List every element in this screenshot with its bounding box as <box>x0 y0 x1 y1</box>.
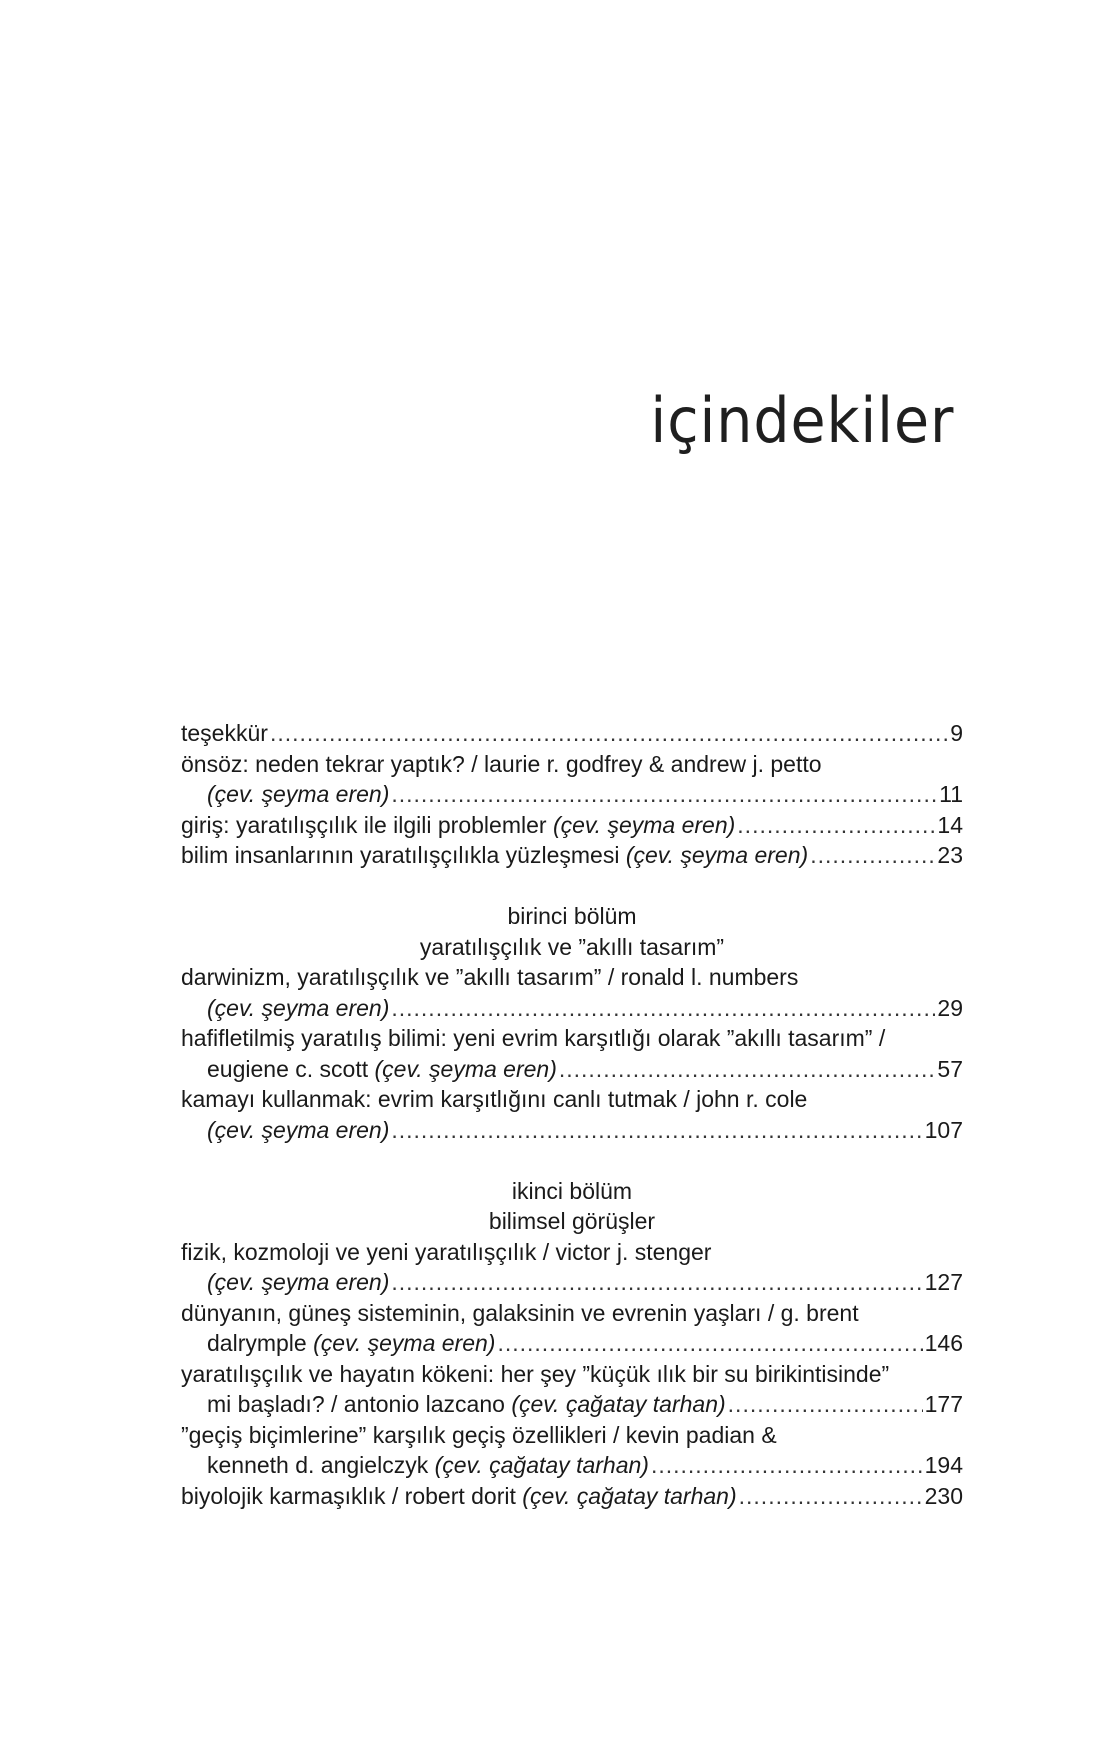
dot-leader <box>559 1054 936 1085</box>
toc-entry-continuation[interactable] <box>181 1267 963 1298</box>
entry-title <box>207 1328 495 1359</box>
part-number: birinci bölüm <box>507 903 637 929</box>
dot-leader <box>391 779 937 810</box>
entry-title <box>207 1450 649 1481</box>
toc-entry-continuation[interactable] <box>181 1450 963 1481</box>
page-number: 146 <box>924 1330 963 1356</box>
page-number: 107 <box>924 1116 963 1143</box>
translator-credit: (çev. çağatay tarhan) <box>522 1482 737 1509</box>
toc-entry[interactable] <box>181 749 963 780</box>
dot-leader <box>270 718 948 749</box>
toc-entry[interactable] <box>181 1298 963 1329</box>
entry-title-text: bilim insanlarının yaratılışçılıkla yüzleşmesi <box>181 842 626 868</box>
toc-entry[interactable] <box>181 1237 963 1268</box>
entry-title: yaratılışçılık ve hayatın kökeni: her şey ”küçük ılık bir su birikintisinde” <box>181 1360 890 1387</box>
toc-entry-continuation[interactable] <box>181 779 963 810</box>
page-number: 11 <box>939 781 963 807</box>
entry-title-text: dalrymple <box>207 1330 314 1356</box>
toc-entry[interactable] <box>181 1084 963 1115</box>
part-title: bilimsel görüşler <box>488 1208 656 1234</box>
toc-entry[interactable] <box>181 1359 963 1390</box>
toc-entry-continuation[interactable] <box>181 1115 963 1146</box>
dot-leader <box>810 840 935 871</box>
entry-title: hafifletilmiş yaratılış bilimi: yeni evrim karşıtlığı olarak ”akıllı tasarım” / <box>181 1025 886 1051</box>
page-number: 9 <box>950 720 963 746</box>
dot-leader <box>739 1481 923 1512</box>
translator-credit: (çev. şeyma eren) <box>207 1269 390 1295</box>
translator-credit: (çev. şeyma eren) <box>374 1055 557 1082</box>
entry-title-text: eugiene c. scott <box>207 1055 375 1082</box>
entry-title <box>207 1389 726 1420</box>
toc-entry[interactable] <box>181 1420 963 1451</box>
translator-credit: (çev. şeyma eren) <box>625 842 809 868</box>
page-title: içindekiler <box>650 384 954 457</box>
toc-entry[interactable] <box>181 718 963 749</box>
entry-title-text: giriş: yaratılışçılık ile ilgili problemler <box>181 811 553 838</box>
dot-leader <box>391 1267 922 1298</box>
entry-title <box>207 1054 557 1085</box>
page-number: 127 <box>924 1269 963 1295</box>
translator-credit: (çev. şeyma eren) <box>207 1116 390 1143</box>
entry-title: fizik, kozmoloji ve yeni yaratılışçılık / victor j. stenger <box>181 1238 712 1265</box>
entry-title <box>181 810 735 841</box>
table-of-contents <box>181 718 963 1511</box>
dot-leader <box>391 993 935 1024</box>
translator-credit: (çev. çağatay tarhan) <box>511 1391 726 1417</box>
entry-title-text: mi başladı? / antonio lazcano <box>207 1391 512 1417</box>
entry-title: kamayı kullanmak: evrim karşıtlığını canlı tutmak / john r. cole <box>181 1086 808 1112</box>
part-number: ikinci bölüm <box>511 1177 633 1204</box>
translator-credit: (çev. şeyma eren) <box>552 811 736 838</box>
page-number: 23 <box>937 842 963 868</box>
toc-entry-continuation[interactable] <box>181 1389 963 1420</box>
toc-entry-continuation[interactable] <box>181 993 963 1024</box>
page-number: 14 <box>937 811 963 838</box>
part-title: yaratılışçılık ve ”akıllı tasarım” <box>419 933 725 960</box>
translator-credit: (çev. çağatay tarhan) <box>434 1452 649 1478</box>
page-number: 194 <box>924 1452 963 1478</box>
translator-credit: (çev. şeyma eren) <box>207 994 390 1021</box>
entry-title <box>181 1481 737 1512</box>
page-number: 57 <box>937 1055 963 1082</box>
section-gap <box>181 871 963 902</box>
toc-entry[interactable] <box>181 962 963 993</box>
translator-credit: (çev. şeyma eren) <box>313 1330 496 1356</box>
entry-title-text: biyolojik karmaşıklık / robert dorit <box>181 1482 523 1509</box>
section-gap <box>181 1145 963 1176</box>
translator-credit: (çev. şeyma eren) <box>207 781 390 807</box>
toc-entry[interactable] <box>181 1481 963 1512</box>
toc-entry[interactable] <box>181 840 963 871</box>
toc-entry-continuation[interactable] <box>181 1054 963 1085</box>
entry-title <box>181 840 808 871</box>
entry-title-text: kenneth d. angielczyk <box>207 1452 435 1478</box>
dot-leader <box>651 1450 923 1481</box>
dot-leader <box>497 1328 922 1359</box>
toc-entry[interactable] <box>181 1023 963 1054</box>
page-number: 29 <box>937 994 963 1021</box>
dot-leader <box>737 810 935 841</box>
toc-entry[interactable] <box>181 810 963 841</box>
entry-title: ”geçiş biçimlerine” karşılık geçiş özellikleri / kevin padian & <box>181 1421 777 1448</box>
page-number: 230 <box>924 1482 963 1509</box>
page-number: 177 <box>924 1391 963 1417</box>
entry-title: dünyanın, güneş sisteminin, galaksinin ve evrenin yaşları / g. brent <box>181 1299 859 1326</box>
entry-title: teşekkür <box>181 720 268 746</box>
entry-title: önsöz: neden tekrar yaptık? / laurie r. godfrey & andrew j. petto <box>181 750 822 777</box>
entry-title: darwinizm, yaratılışçılık ve ”akıllı tasarım” / ronald l. numbers <box>181 964 799 990</box>
toc-entry-continuation[interactable] <box>181 1328 963 1359</box>
dot-leader <box>728 1389 923 1420</box>
dot-leader <box>391 1115 922 1146</box>
